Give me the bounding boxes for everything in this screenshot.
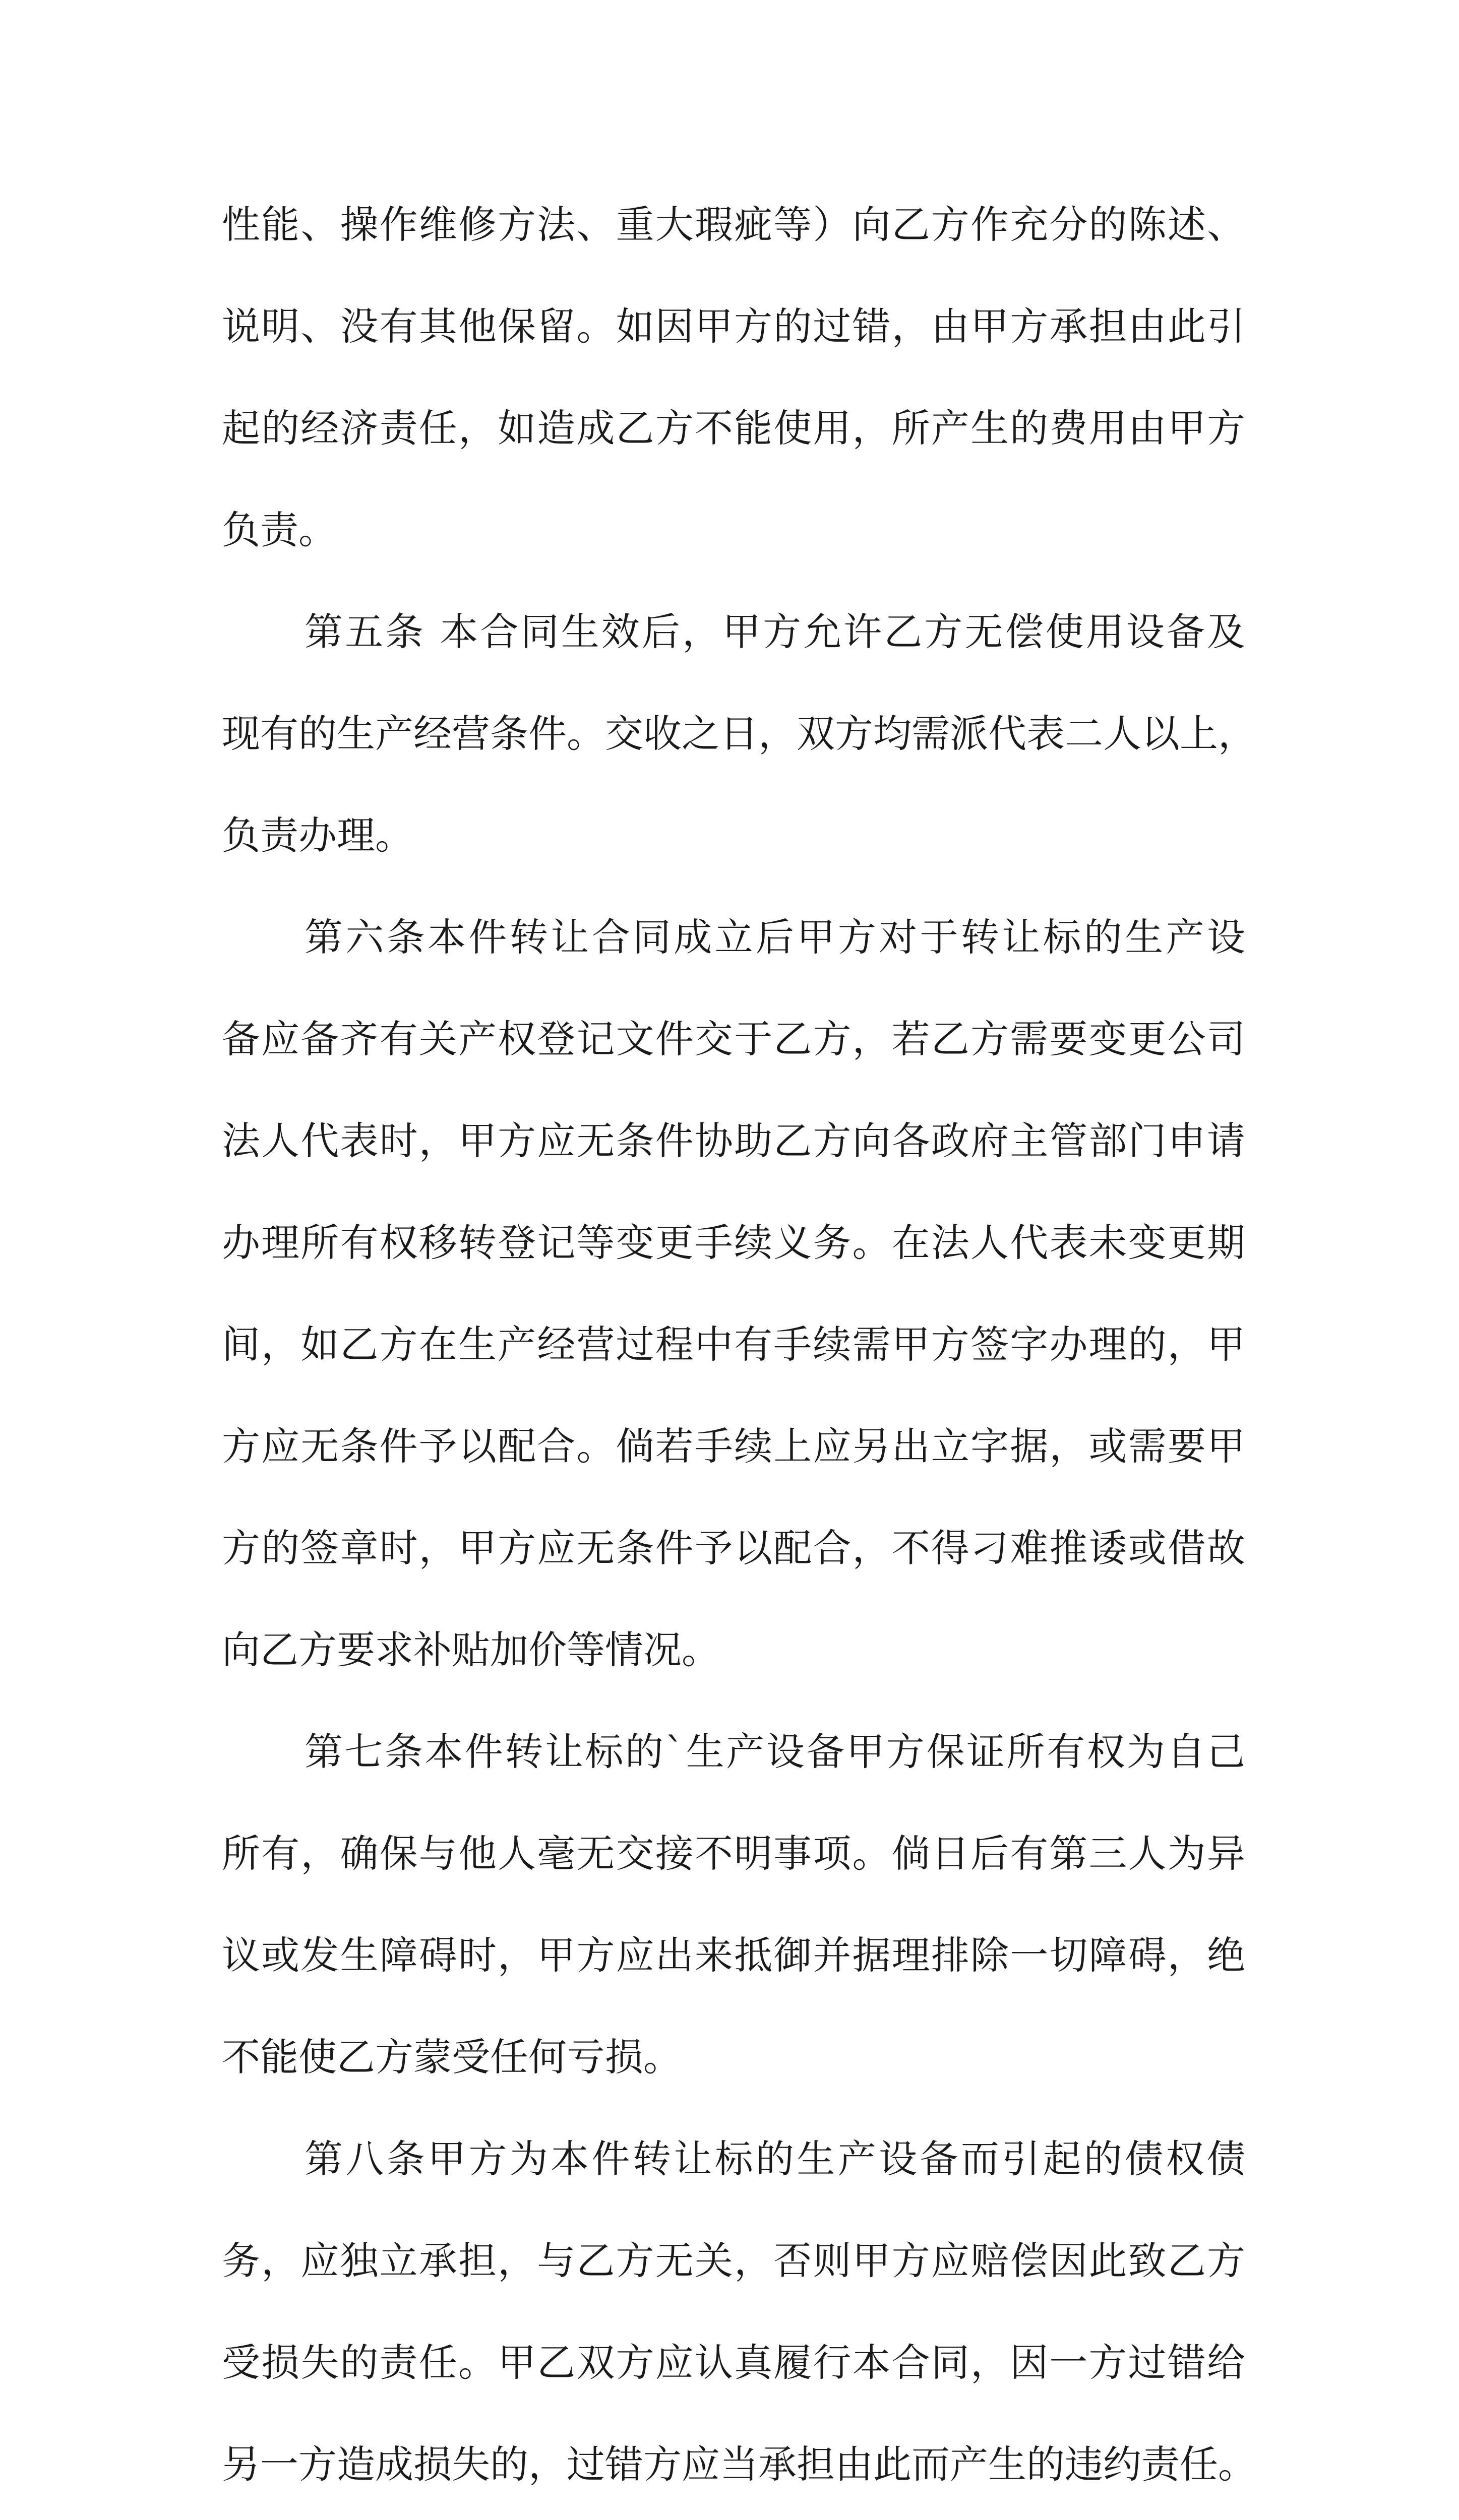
text-line: 负责办理。 [222,813,413,858]
text-line: 另一方造成损失的，过错方应当承担由此而产生的违约责任。 [222,2442,1256,2487]
text-line: 务，应独立承担，与乙方无关，否则甲方应赔偿因此致乙方 [222,2238,1245,2283]
text-line: 办理所有权移转登记等变更手续义务。在法人代表未变更期 [222,1220,1245,1265]
document-body [222,174,1256,2520]
text-line: 向乙方要求补贴加价等情况。 [222,1627,720,1672]
text-line: 说明、没有其他保留。如因甲方的过错，由甲方承担由此引 [222,304,1245,349]
text-line: 法人代表时，甲方应无条件协助乙方向各政府主管部门申请 [222,1118,1245,1163]
text-line: 起的经济责任，如造成乙方不能使用，所产生的费用由甲方 [222,406,1245,451]
text-line: 负责。 [222,508,337,552]
article-7-heading-line: 第七条本件转让标的`生产设备甲方保证所有权为自己 [305,1729,1245,1774]
article-6-heading-line: 第六条本件转让合同成立后甲方对于转让标的生产设 [305,915,1245,960]
article-8-heading-line: 第八条甲方为本件转让标的生产设备而引起的债权债 [305,2136,1245,2181]
text-line: 议或发生障碍时，甲方应出来抵御并据理排除一切障碍，绝 [222,1933,1245,1978]
article-5-heading-line: 第五条 本合同生效后，甲方允许乙方无偿使用设备及 [305,609,1245,654]
text-line: 备应备齐有关产权登记文件交于乙方，若乙方需要变更公司 [222,1017,1245,1061]
text-line: 间，如乙方在生产经营过程中有手续需甲方签字办理的，甲 [222,1322,1245,1367]
text-line: 所有，确保与他人毫无交接不明事项。倘日后有第三人为异 [222,1831,1245,1876]
text-line: 性能、操作维修方法、重大瑕疵等）向乙方作充分的陈述、 [222,202,1245,247]
text-line [222,2515,1245,2520]
text-line: 方应无条件予以配合。倘若手续上应另出立字据，或需要甲 [222,1424,1245,1469]
text-line: 不能使乙方蒙受任何亏损。 [222,2035,682,2080]
text-line: 现有的生产经营条件。交收之日，双方均需派代表二人以上， [222,711,1256,756]
text-line: 受损失的责任。甲乙双方应认真履行本合同，因一方过错给 [222,2340,1245,2385]
text-line: 方的签章时，甲方应无条件予以配合，不得刁难推诿或借故 [222,1526,1245,1570]
